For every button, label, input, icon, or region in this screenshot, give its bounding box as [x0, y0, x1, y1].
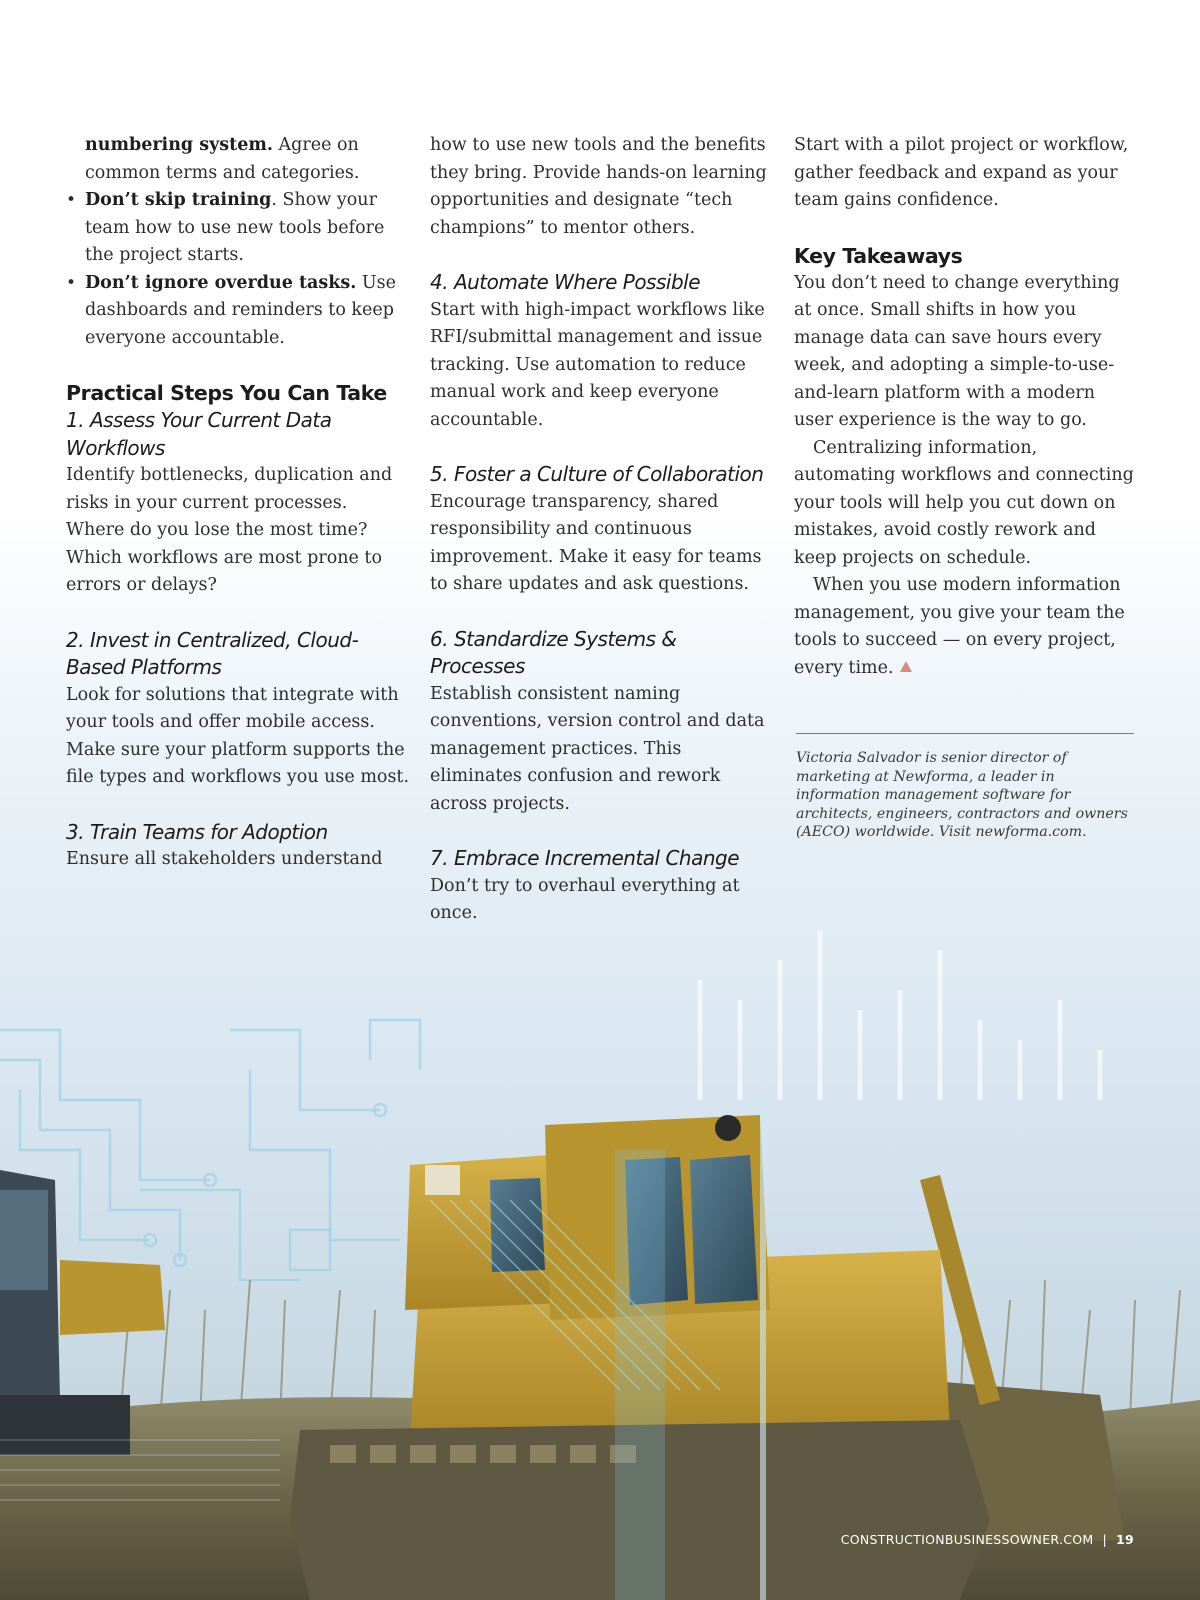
continued-bullet-text: numbering system. Agree on common terms and categories.	[85, 135, 360, 183]
step-heading-2: 2. Invest in Centralized, Cloud-Based Platforms	[66, 627, 359, 679]
step-body-2: Look for solutions that integrate with your tools and offer mobile access. Make sure your platform supports the file types and workflows you use most.	[66, 684, 410, 787]
footer-separator: |	[1102, 1532, 1107, 1547]
step-heading-7: 7. Embrace Incremental Change	[430, 846, 740, 870]
takeaway-paragraph-1: You don’t need to change everything at once. Small shifts in how you manage data can save hours every week, and adopting a simple-to-use-and-learn platform with a modern user experience is the way to go.	[794, 272, 1120, 430]
step-heading-3: 3. Train Teams for Adoption	[66, 819, 328, 844]
column-2	[430, 132, 775, 928]
step-body-4: Start with high-impact workflows like RFI/submittal management and issue tracking. Use automation to reduce manual work and keep everyone accountable.	[430, 299, 765, 430]
takeaway-paragraph-3-text: When you use modern information management, you give your team the tools to succeed — on every project, every time.	[794, 575, 1125, 678]
takeaway-paragraph-3	[794, 572, 1134, 682]
column-1	[66, 132, 411, 874]
takeaway-paragraph-2: Centralizing information, automating workflows and connecting your tools will help you cut down on mistakes, avoid costly rework and keep projects on schedule.	[794, 437, 1134, 568]
donts-list	[66, 187, 411, 352]
end-mark-triangle-icon	[900, 661, 912, 672]
step-body-1: Identify bottlenecks, duplication and risks in your current processes. Where do you lose the most time? Which workflows are most prone to errors or delays?	[66, 465, 393, 595]
step-heading-6: 6. Standardize Systems & Processes	[430, 626, 677, 678]
step-heading-5: 5. Foster a Culture of Collaboration	[430, 462, 764, 486]
column-3	[794, 132, 1134, 682]
footer-site: CONSTRUCTIONBUSINESSOWNER.COM	[840, 1532, 1094, 1547]
step-body-5: Encourage transparency, shared responsibility and continuous improvement. Make it easy for teams to share updates and ask questions.	[430, 491, 762, 594]
step-body-3-continued: how to use new tools and the benefits they bring. Provide hands-on learning opportunities and designate “tech champions” to mentor others.	[430, 135, 767, 238]
bio-divider	[796, 733, 1134, 734]
step-body-7-continued: Start with a pilot project or workflow, gather feedback and expand as your team gains confidence.	[794, 135, 1129, 210]
section-heading-key-takeaways: Key Takeaways	[794, 243, 963, 268]
bullet-item: • Don’t ignore overdue tasks. Use dashboards and reminders to keep everyone accountable.	[66, 270, 411, 353]
step-heading-1: 1. Assess Your Current Data Workflows	[66, 408, 332, 460]
page-number: 19	[1116, 1532, 1134, 1547]
author-bio: Victoria Salvador is senior director of marketing at Newforma, a leader in information management software for architects, engineers, contractors and owners (AECO) worldwide. Visit newforma.com.	[796, 750, 1128, 841]
step-body-7: Don’t try to overhaul everything at once.	[430, 875, 740, 923]
page-footer	[841, 1532, 1134, 1547]
section-heading-practical-steps: Practical Steps You Can Take	[66, 381, 387, 405]
step-heading-4: 4. Automate Where Possible	[430, 270, 701, 294]
step-body-3: Ensure all stakeholders understand	[66, 849, 383, 869]
bullet-item: • Don’t skip training. Show your team how to use new tools before the project starts.	[66, 187, 411, 270]
step-body-6: Establish consistent naming conventions, version control and data management practices. This eliminates confusion and rework across projects.	[430, 683, 765, 814]
